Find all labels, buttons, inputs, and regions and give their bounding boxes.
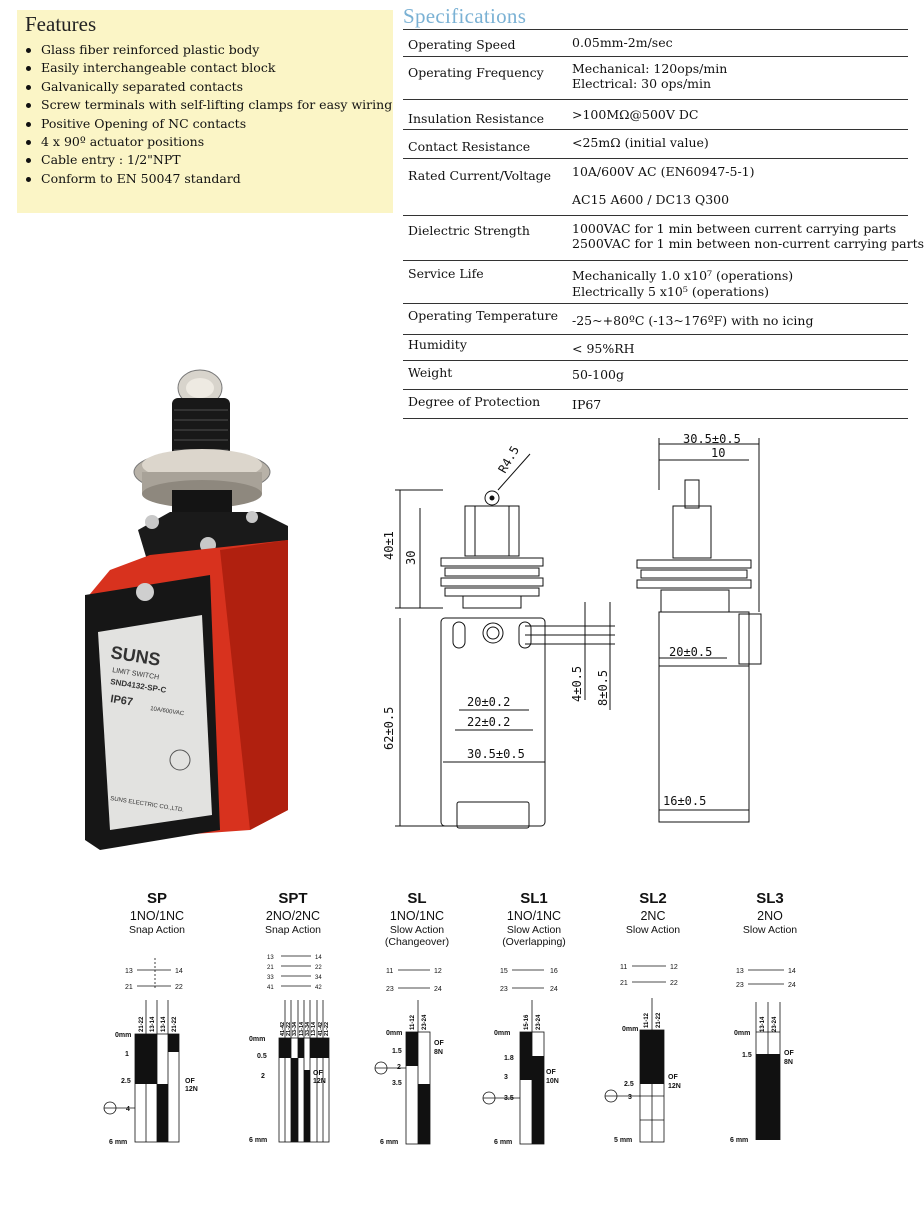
spec-label: Degree of Protection (408, 394, 541, 409)
contact-action-detail: (Changeover) (384, 936, 450, 948)
contact-code: SL1 (520, 890, 548, 907)
column-label: 11-12 (410, 1014, 416, 1030)
spec-value: 50-100g (572, 367, 624, 382)
dim-height-body: 62±0.5 (382, 706, 396, 750)
label-type: LIMIT SWITCH (111, 667, 160, 682)
column-label: 21-22 (324, 1021, 330, 1036)
force-label: 12N (668, 1083, 681, 1090)
column-label: 11-12 (644, 1012, 650, 1028)
terminal-label: 41 (267, 985, 274, 991)
spec-value: Electrically 5 x10⁵ (operations) (572, 284, 769, 299)
column-label: 13-14 (150, 1016, 156, 1032)
dimension-drawing (355, 430, 775, 840)
scale-label: 0.5 (257, 1053, 267, 1060)
label-ip: IP67 (109, 693, 134, 709)
terminal-label: 15 (500, 968, 508, 975)
scale-label: 3 (628, 1094, 632, 1101)
scale-label: 3 (504, 1074, 508, 1081)
spec-label: Operating Speed (408, 37, 516, 52)
contact-action: Snap Action (128, 924, 186, 936)
contact-code: SPT (278, 890, 308, 907)
sp-column-headers (135, 998, 195, 1034)
terminal-label: 23 (736, 982, 744, 989)
features-title: Features (25, 12, 97, 36)
terminal-label: 21 (267, 965, 274, 971)
scale-label: 6 mm (380, 1139, 399, 1146)
force-label: OF (546, 1069, 556, 1076)
scale-label: 6 mm (109, 1139, 128, 1146)
contact-type-sl3 (700, 890, 840, 936)
force-label: OF (185, 1078, 195, 1085)
contact-action: Slow Action (506, 924, 562, 936)
terminal-label: 22 (315, 965, 322, 971)
dim-side-20: 20±0.5 (669, 645, 713, 659)
spec-value: IP67 (572, 397, 602, 412)
sl-diagram (370, 950, 470, 1165)
spec-value: Mechanical: 120ops/min (572, 61, 728, 76)
sl3-diagram (718, 950, 828, 1165)
spec-label: Service Life (408, 266, 484, 281)
label-company: SUNS ELECTRIC CO.,LTD. (109, 796, 185, 814)
contact-type-sp (87, 890, 227, 936)
scale-label: 2.5 (624, 1081, 634, 1088)
spec-value: < 95%RH (572, 341, 635, 356)
spec-row (403, 29, 908, 57)
dim-height-30: 30 (404, 550, 418, 565)
terminal-label: 23 (500, 986, 508, 993)
spec-value: 2500VAC for 1 min between non-current carrying parts (572, 236, 924, 251)
spec-value: AC15 A600 / DC13 Q300 (572, 192, 730, 207)
terminal-label: 21 (620, 980, 628, 987)
column-label: 21-22 (286, 1021, 292, 1036)
column-label: 41-42 (280, 1021, 286, 1036)
column-label: 13-14 (311, 1021, 317, 1036)
dim-4: 4±0.5 (570, 665, 584, 702)
feature-item: Easily interchangeable contact block (17, 59, 392, 77)
contact-action-detail: (Overlapping) (502, 936, 566, 948)
spt-diagram (235, 950, 355, 1165)
contact-code: SP (146, 890, 167, 907)
spec-value: >100MΩ@500V DC (572, 107, 699, 122)
scale-label: 2.5 (121, 1078, 131, 1085)
terminal-label: 22 (670, 980, 678, 987)
scale-label: 3.5 (392, 1080, 402, 1087)
force-label: 10N (546, 1078, 559, 1085)
contact-code: SL2 (639, 890, 667, 907)
scale-label: 5 mm (614, 1137, 633, 1144)
scale-label: 1 (125, 1051, 129, 1058)
spec-row (403, 57, 908, 100)
column-label: 41-42 (318, 1021, 324, 1036)
spec-row (403, 304, 908, 335)
scale-label: 4 (126, 1106, 130, 1113)
terminal-label: 24 (434, 986, 442, 993)
force-label: 8N (434, 1049, 443, 1056)
spec-value: 0.05mm-2m/sec (572, 35, 673, 50)
sl3-column-headers (756, 1002, 786, 1034)
force-label: 8N (784, 1059, 793, 1066)
dim-side-width: 30.5±0.5 (683, 432, 741, 446)
sl1-diagram (480, 950, 590, 1165)
spec-value: 10A/600V AC (EN60947-5-1) (572, 164, 755, 179)
column-label: 33-34 (292, 1021, 298, 1036)
contact-action: Slow Action (389, 924, 445, 936)
contact-code: SL (407, 890, 427, 907)
front-view (382, 443, 615, 828)
label-rating: 10A/600VAC (149, 706, 185, 718)
side-view (637, 432, 761, 822)
terminal-label: 33 (267, 975, 274, 981)
force-label: OF (784, 1050, 794, 1057)
contact-code: SL3 (756, 890, 784, 907)
spec-row (403, 216, 924, 261)
spec-label: Operating Frequency (408, 65, 544, 80)
scale-label: 1.5 (392, 1048, 402, 1055)
contact-action: Slow Action (625, 924, 681, 936)
scale-label: 0mm (734, 1030, 751, 1037)
terminal-label: 24 (788, 982, 796, 989)
column-label: 23-24 (422, 1014, 428, 1030)
scale-label: 0mm (249, 1036, 266, 1043)
dim-side-10: 10 (711, 446, 726, 460)
spec-value: Mechanically 1.0 x10⁷ (operations) (572, 268, 794, 283)
dim-30-5: 30.5±0.5 (467, 747, 525, 761)
sl1-column-headers (520, 1000, 550, 1032)
contact-config: 2NC (640, 909, 666, 923)
feature-item: 4 x 90º actuator positions (17, 133, 392, 151)
dim-height-total: 40±1 (382, 531, 396, 560)
column-label: 33-34 (305, 1021, 311, 1036)
spec-label: Rated Current/Voltage (408, 168, 552, 183)
scale-label: 1.5 (742, 1052, 752, 1059)
sl-column-headers (406, 1000, 436, 1032)
dim-20: 20±0.2 (467, 695, 511, 709)
spec-row (403, 361, 908, 390)
terminal-label: 42 (315, 985, 322, 991)
sp-diagram (95, 950, 215, 1165)
specifications-title: Specifications (403, 4, 527, 28)
spec-row (403, 261, 908, 304)
label-model: SND4132-SP-C (109, 677, 167, 695)
spec-value: -25~+80ºC (-13~176ºF) with no icing (572, 313, 814, 328)
spec-row (403, 130, 908, 159)
contact-config: 1NO/1NC (506, 909, 562, 923)
contact-config: 1NO/1NC (389, 909, 445, 923)
contact-config: 2NO/2NC (265, 909, 321, 923)
dim-radius: R4.5 (495, 443, 523, 476)
force-label: 12N (185, 1086, 198, 1093)
terminal-label: 14 (315, 955, 322, 961)
terminal-label: 24 (550, 986, 558, 993)
terminal-label: 12 (434, 968, 442, 975)
column-label: 13-14 (161, 1016, 167, 1032)
force-label: OF (434, 1040, 444, 1047)
contact-config: 1NO/1NC (129, 909, 185, 923)
features-list (17, 41, 392, 188)
spec-row (403, 335, 908, 361)
terminal-label: 11 (386, 968, 394, 975)
spec-row (403, 390, 908, 419)
column-label: 21-22 (139, 1016, 145, 1032)
contact-action: Slow Action (742, 924, 798, 936)
spec-label: Contact Resistance (408, 139, 531, 154)
scale-label: 0mm (494, 1030, 511, 1037)
spec-label: Weight (408, 365, 453, 380)
spec-label: Humidity (408, 337, 467, 352)
terminal-label: 13 (125, 968, 133, 975)
scale-label: 6 mm (249, 1137, 268, 1144)
force-label: OF (668, 1074, 678, 1081)
feature-item: Cable entry : 1/2"NPT (17, 151, 392, 169)
features-panel (17, 10, 393, 213)
dim-22: 22±0.2 (467, 715, 511, 729)
terminal-label: 14 (788, 968, 796, 975)
terminal-label: 22 (175, 984, 183, 991)
column-label: 15-16 (524, 1014, 530, 1030)
force-label: 12N (313, 1078, 326, 1085)
dim-side-16: 16±0.5 (663, 794, 707, 808)
scale-label: 2 (261, 1073, 265, 1080)
spec-label: Insulation Resistance (408, 111, 545, 126)
terminal-label: 23 (386, 986, 394, 993)
scale-label: 2 (397, 1064, 401, 1071)
column-label: 23-24 (536, 1014, 542, 1030)
spec-value: 1000VAC for 1 min between current carrying parts (572, 221, 897, 236)
spec-label: Operating Temperature (408, 308, 559, 323)
contact-config: 2NO (757, 909, 783, 923)
contact-action: Snap Action (264, 924, 322, 936)
terminal-label: 13 (736, 968, 744, 975)
feature-item: Glass fiber reinforced plastic body (17, 41, 392, 59)
column-label: 13-14 (760, 1016, 766, 1032)
terminal-label: 16 (550, 968, 558, 975)
feature-item: Screw terminals with self-lifting clamps for easy wiring (17, 96, 392, 114)
terminal-label: 21 (125, 984, 133, 991)
label-brand: SUNS (109, 642, 162, 670)
feature-item: Galvanically separated contacts (17, 78, 392, 96)
sl2-column-headers (640, 998, 670, 1030)
spec-row (403, 100, 908, 130)
scale-label: 6 mm (494, 1139, 513, 1146)
terminal-label: 11 (620, 964, 628, 971)
column-label: 21-22 (172, 1016, 178, 1032)
spt-column-headers (279, 1000, 339, 1038)
scale-label: 6 mm (730, 1137, 749, 1144)
column-label: 23-24 (772, 1016, 778, 1032)
column-label: 13-14 (299, 1021, 305, 1036)
scale-label: 0mm (115, 1032, 132, 1039)
force-label: OF (313, 1070, 323, 1077)
column-label: 21-22 (656, 1012, 662, 1028)
spec-value: Electrical: 30 ops/min (572, 76, 712, 91)
feature-item: Conform to EN 50047 standard (17, 170, 392, 188)
product-photo (80, 360, 310, 860)
terminal-label: 34 (315, 975, 322, 981)
scale-label: 0mm (386, 1030, 403, 1037)
scale-label: 3.5 (504, 1095, 514, 1102)
dim-8: 8±0.5 (596, 669, 610, 706)
spec-value: <25mΩ (initial value) (572, 135, 709, 150)
spec-row (403, 159, 908, 187)
specifications-table (403, 29, 924, 419)
scale-label: 1.8 (504, 1055, 514, 1062)
terminal-label: 12 (670, 964, 678, 971)
spec-row (403, 187, 908, 216)
spec-label: Dielectric Strength (408, 223, 530, 238)
terminal-label: 14 (175, 968, 183, 975)
terminal-label: 13 (267, 955, 274, 961)
feature-item: Positive Opening of NC contacts (17, 115, 392, 133)
scale-label: 0mm (622, 1026, 639, 1033)
contact-type-spt (223, 890, 363, 936)
sl2-diagram (598, 950, 708, 1165)
